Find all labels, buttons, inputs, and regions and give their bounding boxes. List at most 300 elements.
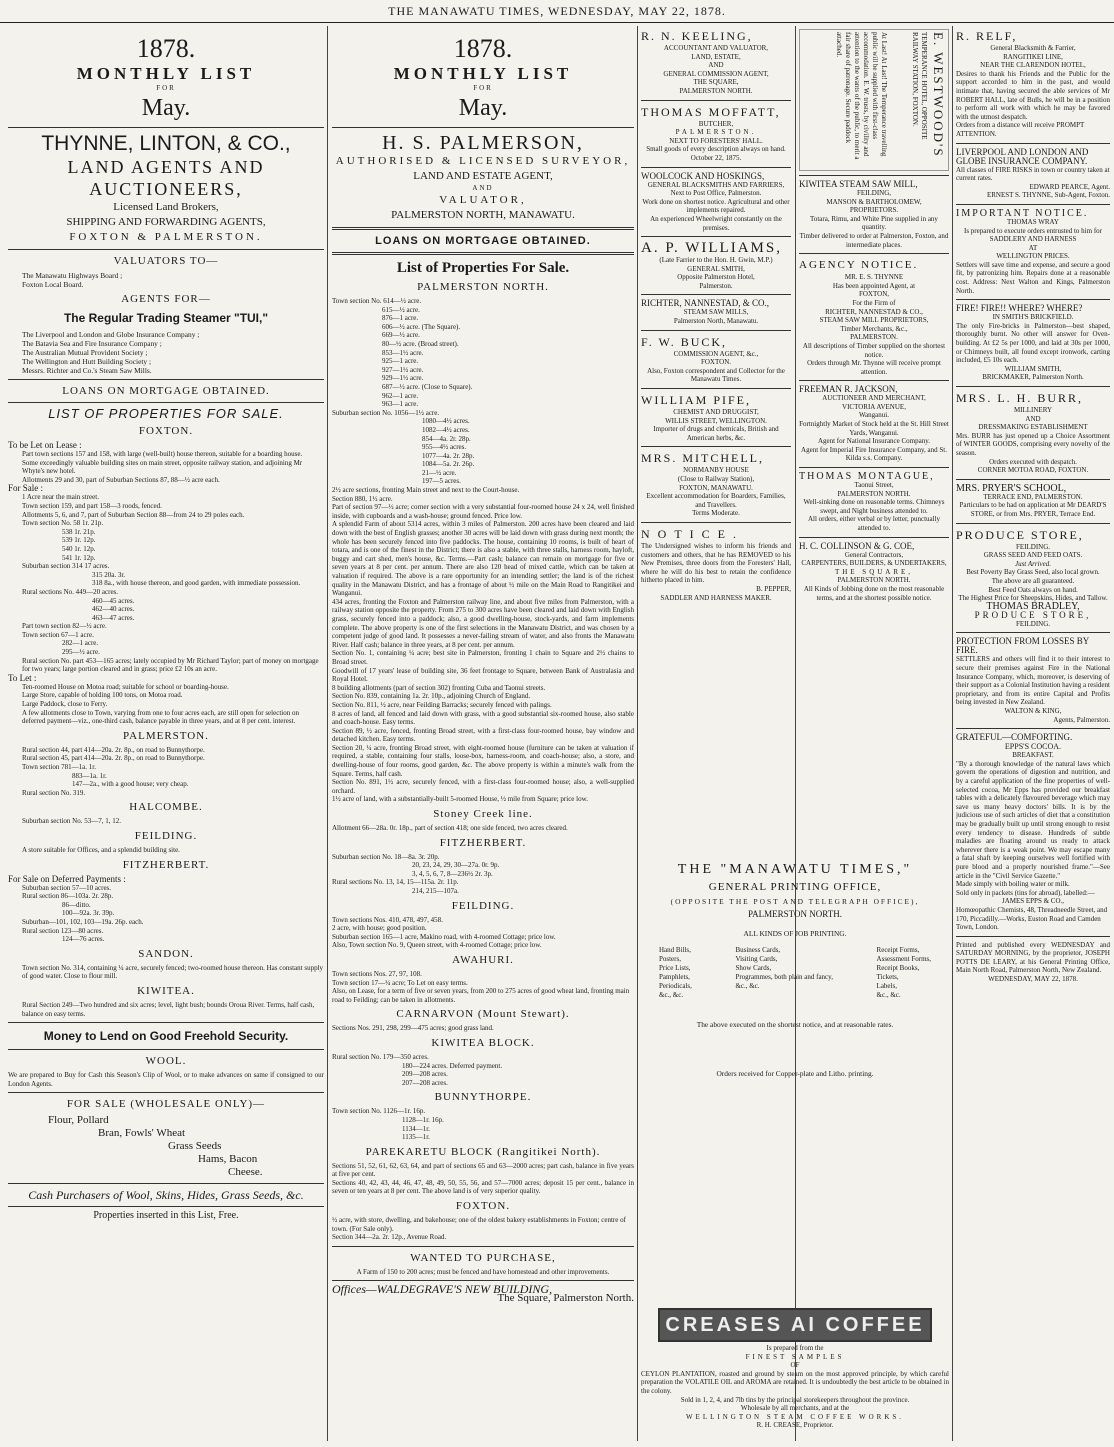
ad-line: PALMERSTON.: [850, 333, 898, 342]
list-item: 1082—4½ acres.: [422, 425, 470, 434]
divider: [956, 143, 1110, 144]
ad-line: Opposite Palmerston Hotel,: [677, 273, 755, 282]
divider: [332, 252, 634, 255]
fitzherbert-list: [8, 884, 324, 944]
ad-line: Best Poverty Bay Grass Seed, also local grown.: [966, 568, 1100, 577]
ad-line: PROPRIETORS.: [849, 206, 899, 215]
ad-keeling: [641, 29, 791, 96]
list-item: A few allotments close to Town, varying from one to four acres each, are still open for selection on deferred payment—viz., one-third cash, balance payable in three years, and at 8 per cent. interest.: [22, 708, 299, 726]
list-item: 1135—1r.: [402, 1133, 430, 1142]
list-item: Suburban section 57—10 acres.: [22, 883, 112, 892]
ad-line: An experienced Wheelwright constantly on the premises.: [650, 214, 782, 232]
ad-body: [956, 218, 1110, 295]
ad-line: Is prepared to execute orders entrusted to him for: [963, 226, 1102, 235]
list-item: 3, 4, 5, 6, 7, 8—236½ 2r. 3p.: [412, 869, 493, 878]
palmerston-north-heading: PALMERSTON NORTH.: [417, 281, 549, 293]
ad-line: GRASS SEED AND FEED OATS.: [983, 551, 1083, 560]
ad-text: Orders from a distance will receive PROMPT ATTENTION.: [956, 121, 1085, 138]
ad-body: "By a thorough knowledge of the natural laws which govern the operations of digestion and nutrition, and by a careful application of the fine properties of well-selected cocoa, Mr Epps has provided our breakfast tables with a delicately flavoured beverage which may save us many heavy doctors' bills. It is by the judicious use of such articles of diet that a constitution may be gradually built up until strong enough to resist every tendency to disease. Hundreds of subtle maladies are floating around us ready to attack wherever there is a weak point. We may escape many a fatal shaft by keeping ourselves well fortified with pure blood and a properly nourished frame."—See article in the "Civil Service Gazette.": [956, 759, 1110, 880]
list-item: Town section 781—1a. 1r.: [22, 763, 96, 771]
palmerston-north-text: [332, 486, 634, 804]
ad-address: Homœopathic Chemists, 48, Threadneedle Street, and 170, Piccadilly.—Works, Euston Road and Camden Town, London.: [956, 905, 1108, 932]
ad-body: [956, 44, 1110, 70]
ad-subtitle: IN SMITH'S BRICKFIELD.: [992, 313, 1074, 322]
ad-burr: [956, 391, 1110, 475]
ad-line: MR. E. S. THYNNE: [844, 273, 904, 282]
column-ads-left: [641, 26, 791, 632]
ad-line: PALMERSTON NORTH.: [837, 576, 911, 585]
divider: [641, 100, 791, 101]
ad-line: VICTORIA AVENUE,: [842, 402, 906, 411]
paragraph: Section No. 839, containing 1a. 2r. 10p., adjoining Church of England.: [332, 692, 531, 701]
column-rule: [327, 26, 328, 1441]
sandon-heading: SANDON.: [138, 947, 194, 960]
ad-signature: WILLIAM SMITH,: [1004, 364, 1062, 373]
list-item: 207—208 acres.: [402, 1078, 448, 1087]
ad-sold: Sold only in packets (tins for abroad), labelled:—: [956, 888, 1095, 897]
ad-line: Work done on shortest notice. Agricultural and other implements repaired.: [642, 197, 790, 215]
list-item: Allotments 5, 6, and 7, part of Suburban Section 88—from 24 to 29 poles each.: [22, 510, 245, 519]
list-item: The Liverpool and London and Globe Insurance Company ;: [22, 330, 200, 339]
ad-signature: WALTON & KING,: [1004, 707, 1062, 716]
ad-line: AND: [1025, 414, 1041, 423]
paragraph: Part of section 97—½ acre; corner section with a very substantial four-roomed house 24 x 24, well finished inside, with cupboards and a wash-house; ground fenced. Price low.: [332, 503, 634, 520]
ad-body: SETTLERS and others will find it to their interest to secure their premises against Fire in the National Insurance Company, which, moreover, is deserving of their support as a Colonial Institution having a resident proprietary, and from its entire Capital and Profits being invested in New Zealand.: [956, 655, 1110, 707]
divider: [956, 299, 1110, 300]
ad-body: The only Fire-bricks in Palmerston—best shaped, thoroughly burnt. No other will answer for Oven-building. At £2 5s per 1000, and laid at 30s per 1000, or Chimneys built, all found except ironwork, carting included, £5 10s each.: [956, 321, 1110, 365]
divider: [641, 522, 791, 523]
ad-montague: [799, 472, 949, 533]
ad-line: THOMAS BRADLEY,: [986, 600, 1080, 612]
ad-line: Wanganui.: [859, 411, 889, 420]
list-item: 1128—1r. 16p.: [402, 1115, 444, 1124]
service-item: &c., &c.: [876, 991, 901, 999]
ad-line: Just Arrived.: [1014, 559, 1052, 568]
ad-line: THE SQUARE,: [693, 78, 739, 87]
ad-body: [641, 256, 791, 290]
loans-heading: LOANS ON MORTGAGE OBTAINED.: [375, 235, 591, 247]
valuators-heading: VALUATORS TO—: [113, 255, 219, 267]
list-item: Suburban—101, 102, 103—19a. 26p. each.: [22, 917, 144, 926]
ad-agency-notice: [799, 258, 949, 376]
bunnythorpe-heading: BUNNYTHORPE.: [434, 1091, 532, 1104]
printing-shortest: The above executed on the shortest notice, and at reasonable rates.: [696, 1020, 894, 1029]
ad-title: NOTICE.: [641, 526, 744, 541]
sandon-text: Town section No. 314, containing ¼ acre, securely fenced; two-roomed house thereon. Has constant supply of good water. Close to flour mill.: [22, 963, 324, 981]
column-palmerson: [332, 26, 634, 1443]
divider: [956, 204, 1110, 205]
ad-body: [641, 466, 791, 518]
ad-body: [956, 406, 1110, 475]
divider: [956, 936, 1110, 937]
divider: [332, 1246, 634, 1247]
ad-line: Fortnightly Market of Stock held at the St. Hill Street Yards, Wanganui.: [799, 420, 949, 437]
ad-woolcock: [641, 172, 791, 233]
creases-of: OF: [790, 1361, 800, 1370]
ad-body: [956, 543, 1110, 629]
properties-title: List of Properties For Sale.: [396, 260, 570, 276]
ad-subtitle: TEMPERANCE HOTEL, OPPOSITE RAILWAY STATION, FOXTON.: [911, 32, 928, 140]
ad-line: LAND, ESTATE,: [691, 52, 741, 61]
feilding-list: [332, 916, 634, 950]
for-label: FOR: [473, 84, 493, 92]
list-item: Large Paddock, close to Ferry.: [22, 700, 108, 709]
ad-subtitle: EPPS'S COCOA.: [1004, 742, 1062, 752]
wanted-heading: WANTED TO PURCHASE,: [410, 1251, 556, 1264]
divider: [8, 127, 324, 128]
printing-opposite: (OPPOSITE THE POST AND TELEGRAPH OFFICE),: [670, 897, 920, 906]
list-item: 955—4½ acres.: [422, 443, 467, 452]
list-item: 2 acre, with house; good position.: [332, 924, 427, 933]
divider: [8, 1049, 324, 1050]
list-item: Rural section No. 179—350 acres.: [332, 1052, 429, 1061]
list-item: 460—45 acres.: [92, 596, 135, 605]
estate-agent: LAND AND ESTATE AGENT,: [413, 170, 553, 182]
ad-title: R. N. KEELING,: [641, 29, 753, 43]
list-item: Town section No. 614—½ acre.: [332, 297, 422, 305]
ad-title: GRATEFUL—COMFORTING.: [956, 732, 1073, 743]
list-item: Town sections Nos. 410, 478, 497, 458.: [332, 915, 443, 924]
service-item: Show Cards,: [735, 964, 772, 972]
list-item: 282—1 acre.: [62, 639, 99, 648]
ad-line: MANSON & BARTHOLOMEW,: [826, 197, 922, 206]
ad-moffatt: [641, 105, 791, 163]
service-item: &c., &c.: [659, 991, 684, 999]
creases-text: CEYLON PLANTATION, roasted and ground by steam on the most approved principle, by which careful preparation the VOLATILE OIL and AROMA are retained. It is undoubtedly the best article to be obtained in the colony.: [641, 1369, 949, 1395]
ad-line: General Blacksmith & Farrier,: [990, 44, 1076, 52]
ad-title: WOOLCOCK AND HOSKINGS,: [641, 170, 765, 181]
list-item: Rural section 86—103a. 2r. 28p.: [22, 892, 114, 901]
service-item: Pamphlets,: [659, 973, 690, 981]
palmerston-north-list: [332, 297, 634, 486]
ad-body: [641, 350, 791, 384]
list-item: Rural section No. 319.: [22, 788, 86, 797]
surveyor-name: H. S. PALMERSON,: [382, 132, 584, 154]
ad-line: THE SQUARE,: [834, 567, 914, 576]
ad-title: THOMAS MOFFATT,: [641, 104, 781, 119]
ad-line: GENERAL SMITH,: [687, 264, 745, 273]
ad-line: ERNEST S. THYNNE, Sub-Agent, Foxton.: [986, 191, 1110, 200]
ad-collinson-coe: [799, 542, 949, 603]
ad-body: [799, 273, 949, 376]
ad-breakfast: BREAKFAST.: [1012, 751, 1054, 760]
divider: [641, 167, 791, 168]
ad-line: Taonui Street,: [854, 481, 894, 490]
list-item: 1134—1r.: [402, 1124, 430, 1133]
list-item: 20, 23, 24, 29, 30—27a. 0r. 9p.: [412, 861, 500, 870]
list-item: 147—2a., with a good house; very cheap.: [72, 780, 189, 789]
list-item: 318 8a., with house thereon, and good garden, with immediate possession.: [92, 579, 301, 588]
list-item: Part town sections 157 and 158, with large (well-built) house thereon, suitable for a boarding house.: [22, 450, 303, 458]
divider: [641, 330, 791, 331]
ad-line: GENERAL BLACKSMITHS AND FARRIERS, Next to Post Office, Palmerston.: [647, 180, 785, 198]
list-item: 180—224 acres. Deferred payment.: [402, 1061, 503, 1070]
ad-title: MRS. PRYER'S SCHOOL,: [956, 482, 1067, 494]
ad-signature-title: SADDLER AND HARNESS MAKER.: [660, 593, 772, 602]
free-listing: Properties inserted in this List, Free.: [93, 1210, 239, 1222]
ad-line: PALMERSTON.: [675, 128, 757, 137]
foxton-heading: FOXTON.: [138, 425, 194, 437]
month-title: May.: [141, 95, 191, 121]
printing-kinds: ALL KINDS OF JOB PRINTING.: [743, 929, 847, 938]
ad-line: (Late Farrier to the Hon. H. Gwin, M.P.): [659, 256, 773, 265]
steamer-tui: The Regular Trading Steamer "TUI,": [63, 311, 269, 325]
ad-body: [799, 394, 949, 463]
list-item: 927—1½ acre.: [382, 365, 424, 374]
ad-signature-title: BRICKMAKER, Palmerston North.: [982, 373, 1084, 382]
ad-line: Palmerston North, Manawatu.: [673, 317, 759, 326]
paragraph: Section No. 1, containing ¼ acre; best site in Palmerston, fronting 1 chain to Square and 2½ chains to Broad street.: [332, 649, 634, 666]
divider: [332, 227, 634, 230]
ad-line: Agent for Imperial Fire Insurance Company, and St. Kilda s.s. Company.: [801, 445, 947, 463]
sale-heading: For Sale :: [8, 483, 43, 494]
ad-body: [641, 120, 791, 163]
feilding-text: A store suitable for Offices, and a splendid building site.: [22, 845, 180, 854]
list-item: Hams, Bacon: [198, 1153, 258, 1166]
ad-title: LIVERPOOL AND LONDON AND GLOBE INSURANCE COMPANY.: [956, 146, 1089, 166]
ad-line: AT: [1028, 243, 1038, 252]
list-item: Town section No. 58 1r. 21p.: [22, 519, 104, 528]
list-item: 883—1a. 1r.: [72, 771, 107, 780]
carnarvon-heading: CARNARVON (Mount Stewart).: [396, 1008, 570, 1021]
ad-pife: [641, 393, 791, 442]
ad-signature: B. PEPPER,: [756, 584, 791, 593]
year: 1878.: [453, 34, 513, 63]
column-ads-mid: [799, 26, 949, 632]
firm-towns: FOXTON & PALMERSTON.: [69, 231, 263, 243]
ad-line: Also, Foxton correspondent and Collector for the Manawatu Times.: [647, 366, 785, 384]
ad-title: FIRE! FIRE!! WHERE? WHERE?: [956, 303, 1083, 314]
parekaretu-heading: PAREKARETU BLOCK (Rangitikei North).: [365, 1145, 601, 1158]
ad-liverpool: [956, 148, 1110, 200]
ad-line: FEILDING.: [1015, 619, 1051, 628]
awahuri-heading: AWAHURI.: [452, 953, 514, 966]
divider: [8, 1206, 324, 1207]
ad-body: [641, 181, 791, 233]
properties-title: LIST OF PROPERTIES FOR SALE.: [48, 406, 284, 421]
ad-line: TERRACE END, PALMERSTON.: [983, 492, 1083, 501]
ad-signature-title: Agents, Palmerston.: [1053, 715, 1110, 724]
list-item: 100—92a. 3r. 39p.: [62, 909, 115, 918]
ad-jackson: [799, 385, 949, 463]
creases-prepared: Is prepared from the: [766, 1344, 824, 1352]
loans-heading: LOANS ON MORTGAGE OBTAINED.: [62, 385, 270, 397]
ad-line: AUCTIONEER AND MERCHANT,: [822, 394, 926, 403]
ad-body: [799, 481, 949, 533]
agencies-list: [8, 330, 324, 375]
divider: [8, 1022, 324, 1023]
list-item: Suburban section 165—1 acre, Makino road, with 4-roomed Cottage; price low.: [332, 932, 556, 941]
creases-sold: Sold in 1, 2, 4, and 7lb tins by the principal storekeepers throughout the province.: [680, 1395, 910, 1404]
ad-title: E. WESTWOOD'S: [931, 32, 946, 158]
ad-line: CORNER MOTOA ROAD, FOXTON.: [977, 466, 1089, 475]
ad-line: Timber delivered to order at Palmerston, Foxton, and intermediate places.: [799, 231, 949, 249]
ad-line: Timber Merchants, &c.,: [840, 324, 908, 333]
sale-list: [8, 493, 324, 673]
ad-kiwitea-saw-mill: [799, 180, 949, 249]
ad-line: Well-sinking done on reasonable terms. Chimneys swept, and Night business attended to.: [803, 498, 945, 515]
list-item: 80—½ acre. (Broad street).: [382, 339, 459, 348]
ad-protection: [956, 637, 1110, 724]
column-rule: [637, 26, 638, 1441]
ad-title: AGENCY NOTICE.: [799, 259, 919, 272]
list-item: 929—1½ acre.: [382, 374, 424, 383]
divider: [641, 446, 791, 447]
list-item: 925—1 acre.: [382, 357, 419, 366]
money-to-lend: Money to Lend on Good Freehold Security.: [43, 1029, 289, 1044]
list-item: 963—1 acre.: [382, 400, 419, 409]
list-item: Flour, Pollard: [48, 1114, 109, 1127]
ad-line: NEXT TO FORESTERS' HALL.: [669, 136, 763, 145]
paragraph: 2½ acre sections, fronting Main street and next to the Court-house.: [332, 486, 520, 495]
ad-buck: [641, 335, 791, 384]
list-item: 197—5 acres.: [422, 477, 461, 486]
paragraph: Section 89, ½ acre, fenced, fronting Broad street, with a first-class four-roomed house, bay window and detached kitchen. Easy terms.: [332, 726, 634, 744]
creases-coffee-ad: [641, 1300, 949, 1430]
service-item: Tickets,: [876, 973, 899, 981]
ad-line: GENERAL COMMISSION AGENT,: [663, 69, 769, 78]
imprint-date: WEDNESDAY, MAY 22, 1878.: [988, 975, 1078, 984]
shipping-agents: SHIPPING AND FORWARDING AGENTS,: [66, 216, 266, 228]
ad-title: MRS. L. H. BURR,: [956, 391, 1084, 405]
printing-copper: Orders received for Copper-plate and Litho. printing.: [716, 1069, 874, 1078]
palmerston-heading: PALMERSTON.: [123, 729, 209, 742]
ad-pryer-school: [956, 484, 1110, 519]
list-item: The Australian Mutual Provident Society ;: [22, 348, 148, 357]
ad-line: WELLINGTON PRICES.: [996, 252, 1070, 261]
list-item: The Wellington and Hutt Building Society ;: [22, 357, 152, 366]
list-item: 538 1r. 21p.: [62, 527, 96, 536]
printing-services: [641, 946, 949, 1000]
lease-heading: To be Let on Lease :: [8, 440, 82, 450]
paragraph: 8 acres of land, all fenced and laid down with grass, with a good substantial six-roomed house, also stable and coach-house. Easy terms.: [332, 709, 634, 727]
ad-body: [641, 408, 791, 442]
service-item: Business Cards,: [735, 946, 781, 954]
carnarvon-text: Sections Nos. 291, 298, 299—475 acres; good grass land.: [332, 1024, 494, 1033]
list-item: Suburban section 314 17 acres.: [22, 562, 110, 571]
ad-made: Made simply with boiling water or milk.: [956, 880, 1070, 889]
lease-list: [8, 450, 324, 484]
ad-title: FREEMAN R. JACKSON,: [799, 384, 898, 395]
ad-line: Orders executed with despatch.: [989, 457, 1077, 466]
list-item: 462—40 acres.: [92, 605, 135, 614]
list-item: ½ acre, with store, dwelling, and bakehouse; one of the oldest bakery establishments in Foxton; centre of town. (For Sale only).: [332, 1216, 626, 1233]
ad-line: CARPENTERS, BUILDERS, & UNDERTAKERS,: [801, 559, 947, 568]
printing-place: PALMERSTON NORTH.: [748, 909, 842, 919]
let-list: [8, 683, 324, 726]
ad-line: Best Feed Oats always on hand.: [988, 585, 1078, 594]
parekaretu-list: [332, 1162, 634, 1196]
valuator: VALUATOR,: [439, 194, 527, 206]
kiwitea-block-list: [332, 1053, 634, 1087]
list-item: Suburban section No. 18—8a. 3r. 20p.: [332, 852, 440, 861]
service-item: Programmes, both plain and fancy,: [735, 973, 833, 981]
divider: [956, 386, 1110, 387]
ad-line: PALMERSTON NORTH.: [679, 86, 753, 95]
offices: Offices—WALDEGRAVE'S NEW BUILDING,: [332, 1282, 553, 1297]
printing-office-ad: [641, 860, 949, 1078]
service-item: Periodicals,: [659, 982, 692, 990]
ad-fire-bricks: [956, 304, 1110, 382]
divider: [799, 537, 949, 538]
paragraph: Sections 40, 42, 43, 44, 46, 47, 48, 49, 50, 55, 56, and 57—7000 acres; deposit 15 per cent., balance in seven or ten years at 8 per cent. The above land is of very superior quality.: [332, 1178, 634, 1196]
ad-text: Desires to thank his Friends and the Public for the support accorded to him in the past, and would intimate that, having secured the able services of Mr ROBERT HALL, late of Bulls, he will be in a position to perform all work with which he may be favored with the utmost despatch.: [956, 69, 1110, 121]
ad-line: ACCOUNTANT AND VALUATOR,: [663, 44, 769, 52]
imprint: Printed and published every WEDNESDAY and SATURDAY MORNING, by the proprietor, JOSEPH POTTS DE LEARY, at his General Printing Office, Main North Road, Palmerston North, New Zealand.: [956, 940, 1110, 975]
ad-signature: JAMES EPPS & CO.,: [1001, 897, 1065, 906]
service-item: Posters,: [659, 955, 681, 963]
list-item: Rural sections No. 449—20 acres.: [22, 587, 119, 596]
ad-title: H. C. COLLINSON & G. COE,: [799, 540, 915, 551]
list-item: Rural section 45, part 414—20a. 2r. 8p., on road to Bunnythorpe.: [22, 754, 205, 763]
for-sale-list: [8, 1114, 324, 1179]
list-item: 209—208 acres.: [402, 1070, 448, 1079]
ad-title: RICHTER, NANNESTAD, & CO.,: [641, 298, 770, 309]
service-item: Hand Bills,: [659, 946, 691, 954]
creases-finest: FINEST SAMPLES: [745, 1352, 845, 1361]
ad-important-notice: [956, 209, 1110, 295]
ad-title: WILLIAM PIFE,: [641, 393, 751, 408]
ad-produce-store: [956, 528, 1110, 629]
list-item: Foxton Local Board.: [22, 280, 84, 289]
cash-purchasers: Cash Purchasers of Wool, Skins, Hides, Grass Seeds, &c.: [28, 1188, 304, 1203]
ad-line: NORMANBY HOUSE: [683, 466, 749, 475]
ad-line: SADDLERY AND HARNESS: [989, 235, 1077, 244]
list-item: The Batavia Sea and Fire Insurance Company ;: [22, 339, 162, 348]
monthly-list-title: MONTHLY LIST: [76, 64, 256, 83]
ad-line: RICHTER, NANNESTAD & CO.,: [825, 307, 923, 316]
divider: [8, 1183, 324, 1184]
ad-body: [799, 551, 949, 603]
ad-line: DRESSMAKING ESTABLISHMENT: [978, 423, 1088, 432]
list-item: 124—76 acres.: [62, 935, 105, 944]
ad-body: [799, 189, 949, 249]
ad-body: [956, 166, 1110, 200]
list-item: Town section 67—1 acre.: [22, 630, 94, 639]
list-item: 669—½ acre.: [382, 331, 420, 340]
ad-line: EDWARD PEARCE, Agent.: [1029, 182, 1110, 191]
ad-title: R. RELF,: [956, 29, 1018, 43]
foxton-list: [332, 1216, 634, 1242]
ad-line: NEAR THE CLARENDON HOTEL,: [980, 61, 1086, 70]
divider: [641, 236, 791, 237]
list-item: Some exceedingly valuable building sites on main street, opposite railway station, and adjoining Mr Whyte's new hotel.: [22, 458, 303, 476]
divider: [956, 523, 1110, 524]
ad-title: IMPORTANT NOTICE.: [956, 207, 1089, 219]
list-item: 541 1r. 12p.: [62, 553, 96, 562]
divider: [799, 380, 949, 381]
ad-line: PALMERSTON NORTH.: [837, 489, 911, 498]
ad-mitchell: [641, 451, 791, 518]
firm-subtitle: LAND AGENTS AND AUCTIONEERS,: [67, 157, 265, 199]
list-item: 21—½ acre.: [422, 468, 457, 477]
ad-line: Agent for National Insurance Company.: [817, 437, 931, 446]
list-item: 86—ditto.: [62, 900, 91, 909]
palmerston-list: [8, 746, 324, 798]
and-label: AND: [472, 184, 494, 192]
services-column: [735, 946, 833, 1000]
list-item: 539 1r. 12p.: [62, 536, 96, 545]
ad-line: Palmerston.: [699, 281, 733, 290]
ad-body: [641, 308, 791, 325]
list-item: 962—1 acre.: [382, 391, 419, 400]
list-item: 1080—4½ acres.: [422, 417, 470, 426]
printing-office: GENERAL PRINTING OFFICE,: [708, 881, 882, 893]
licensed-brokers: Licensed Land Brokers,: [113, 201, 219, 213]
column-thynne-linton: [8, 26, 324, 1443]
masthead: THE MANAWATU TIMES, WEDNESDAY, MAY 22, 1878.: [0, 0, 1114, 23]
month-title: May.: [458, 95, 508, 121]
